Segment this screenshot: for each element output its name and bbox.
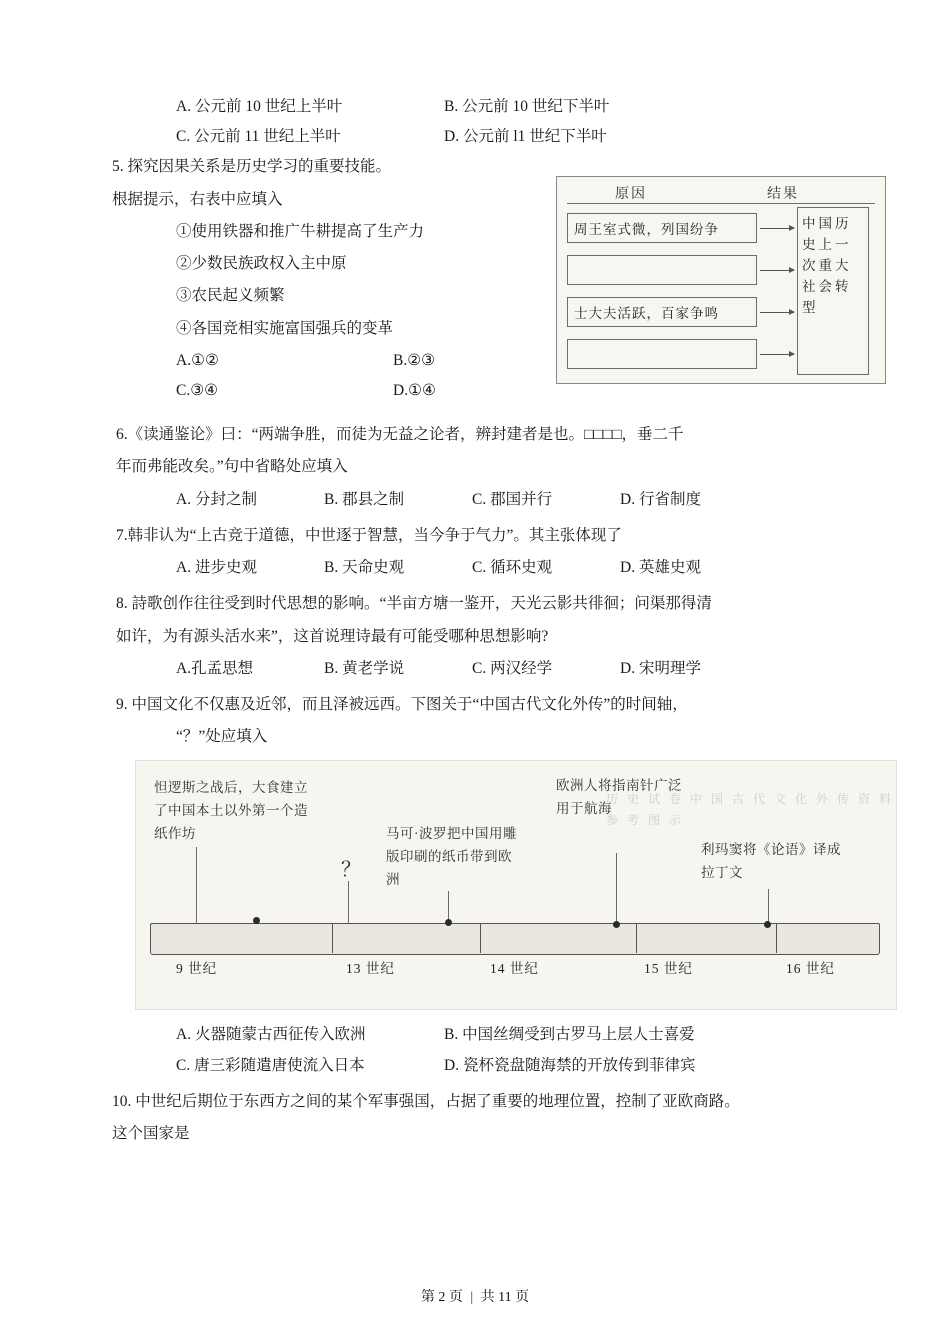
- option-d: D.①④: [393, 381, 436, 399]
- figure-background-text: 历 史 试 卷 中 国 古 代 文 化 外 传 资 料 参 考 图 示: [606, 792, 895, 827]
- option-a: A. 进步史观: [176, 559, 257, 577]
- timeline-tick: [332, 923, 333, 953]
- arrow-icon: [760, 354, 794, 355]
- question-9-stem-line2: “？”处应填入: [176, 728, 268, 746]
- timeline-label-4: 15 世纪: [644, 961, 693, 977]
- leader-line: [348, 881, 349, 923]
- arrow-icon: [760, 270, 794, 271]
- figure-header-result: 结果: [767, 187, 799, 203]
- page-number: 第 2 页: [420, 1290, 463, 1305]
- timeline-note-4: 欧洲人将指南针广泛用于航海: [556, 778, 682, 817]
- arrow-icon: [760, 312, 794, 313]
- timeline-label-3: 14 世纪: [490, 961, 539, 977]
- question-8-stem-line2: 如许，为有源头活水来”，这首说理诗最有可能受哪种思想影响?: [116, 627, 549, 645]
- timeline-note-5: 利玛窦将《论语》译成拉丁文: [701, 842, 841, 881]
- option-b: B.②③: [393, 351, 436, 369]
- figure-header: [557, 183, 885, 203]
- option-a: A. 火器随蒙古西征传入欧洲: [176, 1026, 366, 1044]
- option-a: A.孔孟思想: [176, 659, 254, 677]
- question-6: [116, 420, 878, 515]
- result-cell: 中国历史上一次重大社会转型: [797, 207, 869, 375]
- timeline-tick: [776, 923, 777, 953]
- timeline-label-2: 13 世纪: [346, 961, 395, 977]
- option-c: C. 唐三彩随遣唐使流入日本: [176, 1056, 365, 1074]
- option-b: B. 黄老学说: [324, 659, 405, 677]
- option-row: [140, 346, 610, 376]
- timeline-label-1: 9 世纪: [176, 961, 218, 977]
- cause-cell-2: [567, 255, 757, 285]
- option-d: D. 公元前 l1 世纪下半叶: [444, 128, 607, 146]
- question-9: [116, 690, 895, 1081]
- option-b: B. 公元前 10 世纪下半叶: [444, 98, 610, 115]
- option-row: [140, 485, 878, 515]
- option-d: D. 瓷杯瓷盘随海禁的开放传到菲律宾: [444, 1056, 696, 1074]
- option-a: A. 分封之制: [176, 490, 257, 508]
- timeline-tick: [636, 923, 637, 953]
- option-b: B. 郡县之制: [324, 490, 405, 508]
- question-5-item-3: ③农民起义频繁: [176, 287, 285, 305]
- option-b: B. 天命史观: [324, 559, 405, 577]
- question-8: [116, 589, 878, 684]
- option-c: C. 循环史观: [472, 559, 553, 577]
- question-8-stem-line1: 8. 詩歌创作往往受到时代思想的影响。“半亩方塘一鉴开，天光云影共徘徊；问渠那得清: [116, 595, 712, 613]
- option-row: [140, 553, 878, 583]
- option-a: A.①②: [176, 351, 219, 369]
- question-4-options: [140, 92, 878, 152]
- option-row: [140, 122, 878, 152]
- footer-separator: |: [470, 1290, 474, 1305]
- question-6-stem-line1: 6.《读通鉴论》曰：“两端争胜，而徒为无益之论者，辨封建者是也。□□□□，垂二千: [116, 426, 684, 444]
- figure-header-cause: 原因: [615, 187, 647, 203]
- option-row: [140, 1020, 878, 1050]
- timeline-note-3: 马可·波罗把中国用雕版印刷的纸币带到欧洲: [386, 826, 517, 888]
- option-b: B. 中国丝绸受到古罗马上层人士喜爱: [444, 1026, 695, 1044]
- question-7: [116, 521, 878, 583]
- question-5-stem-line2: 根据提示，右表中应填入: [112, 190, 283, 208]
- cause-cell-4: [567, 339, 757, 369]
- timeline-figure: [135, 760, 897, 1010]
- timeline-tick: [480, 923, 481, 953]
- question-5-stem-line1: 5. 探究因果关系是历史学习的重要技能。: [112, 158, 392, 176]
- leader-line: [616, 853, 617, 923]
- question-5: [112, 152, 878, 406]
- option-row: [140, 654, 878, 684]
- cause-cell-1: 周王室式微，列国纷争: [567, 213, 757, 243]
- timeline-note-2: ？: [341, 859, 362, 882]
- option-c: C. 郡国并行: [472, 490, 553, 508]
- timeline-band: [150, 923, 880, 955]
- arrow-icon: [760, 228, 794, 229]
- timeline-label-5: 16 世纪: [786, 961, 835, 977]
- question-5-body: [112, 152, 610, 406]
- page-total: 共 11 页: [480, 1290, 530, 1305]
- question-5-item-1: ①使用铁器和推广牛耕提高了生产力: [176, 222, 425, 240]
- cause-effect-table-figure: [556, 176, 886, 384]
- option-c: C. 公元前 11 世纪上半叶: [176, 128, 341, 146]
- figure-header-rule: [567, 203, 875, 204]
- question-9-stem-line1: 9. 中国文化不仅惠及近邻，而且泽被远西。下图关于“中国古代文化外传”的时间轴，: [116, 695, 688, 713]
- question-5-item-2: ②少数民族政权入主中原: [176, 255, 347, 273]
- option-row: [140, 1051, 878, 1081]
- cause-cell-3: 士大夫活跃，百家争鸣: [567, 297, 757, 327]
- question-10-stem-line2: 这个国家是: [112, 1125, 190, 1143]
- option-d: D. 宋明理学: [620, 659, 701, 677]
- question-10: [112, 1087, 878, 1149]
- leader-line: [768, 889, 769, 923]
- leader-line: [196, 847, 197, 923]
- option-row: [140, 376, 610, 406]
- option-c: C. 两汉经学: [472, 659, 553, 677]
- timeline-note-1: 怛逻斯之战后，大食建立了中国本土以外第一个造纸作坊: [154, 780, 308, 842]
- page-footer: [0, 1286, 950, 1306]
- option-row: [140, 92, 878, 122]
- question-6-stem-line2: 年而弗能改矣。”句中省略处应填入: [116, 458, 348, 476]
- question-10-stem-line1: 10. 中世纪后期位于东西方之间的某个军事强国，占据了重要的地理位置，控制了亚欧商路。: [112, 1092, 740, 1110]
- question-5-item-4: ④各国竞相实施富国强兵的变革: [176, 319, 394, 337]
- option-d: D. 英雄史观: [620, 559, 701, 577]
- question-7-stem: 7.韩非认为“上古竞于道德，中世逐于智慧，当今争于气力”。其主张体现了: [116, 526, 622, 544]
- option-d: D. 行省制度: [620, 490, 701, 508]
- option-a: A. 公元前 10 世纪上半叶: [176, 98, 343, 115]
- option-c: C.③④: [176, 381, 219, 399]
